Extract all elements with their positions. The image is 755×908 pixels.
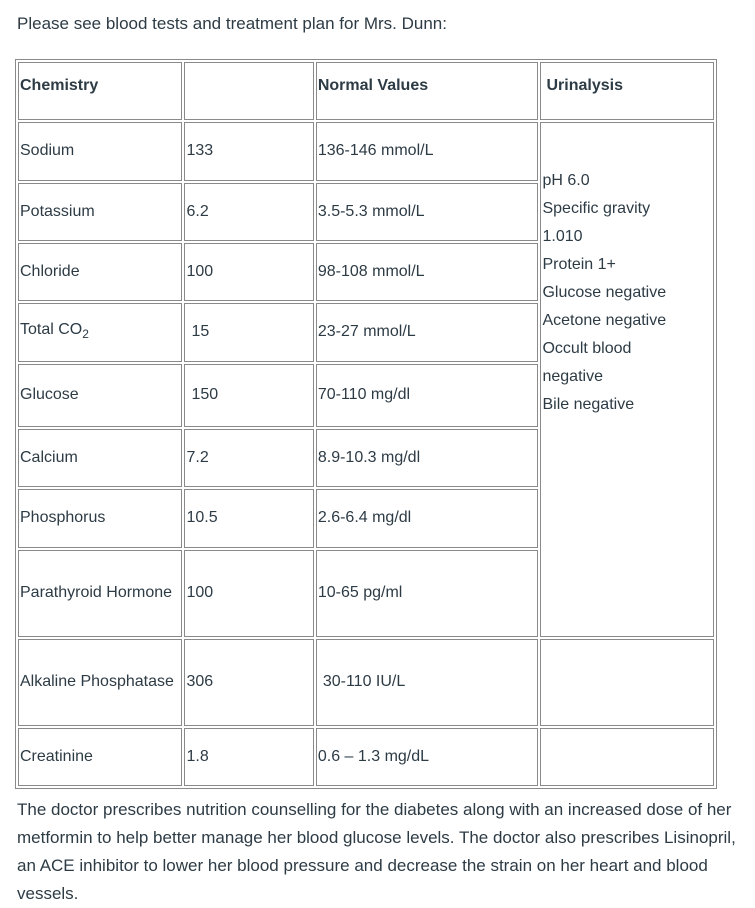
test-name: Potassium	[18, 183, 182, 241]
test-normal-range: 10-65 pg/ml	[316, 550, 539, 637]
test-name: Total $CO_2$	[18, 303, 182, 361]
table-row	[18, 122, 714, 180]
test-normal-range: 2.6-6.4 mg/dl	[316, 489, 539, 547]
header-normal-values: Normal Values	[316, 62, 539, 120]
urinalysis-empty-cell	[540, 728, 714, 786]
test-name: Sodium	[18, 122, 182, 180]
test-normal-range: 136-146 mmol/L	[316, 122, 539, 180]
test-normal-range: 0.6 – 1.3 mg/dL	[316, 728, 539, 786]
test-normal-range: 98-108 mmol/L	[316, 243, 539, 301]
urinalysis-line: pH 6.0	[542, 172, 590, 190]
test-name: Glucose	[18, 364, 182, 427]
urinalysis-line: 1.010	[542, 228, 583, 246]
test-value: 10.5	[184, 489, 313, 547]
test-value: 7.2	[184, 429, 313, 487]
urinalysis-line: Specific gravity	[542, 200, 651, 218]
test-value: 306	[184, 639, 313, 726]
test-value: 150	[184, 364, 313, 427]
test-normal-range: 30-110 IU/L	[316, 639, 539, 726]
urinalysis-results	[540, 122, 714, 636]
table-row	[18, 639, 714, 726]
urinalysis-line: Bile negative	[542, 396, 635, 414]
urinalysis-line: Acetone negative	[542, 312, 667, 330]
table-header-row	[18, 62, 714, 120]
test-name: Calcium	[18, 429, 182, 487]
table-row	[18, 728, 714, 786]
lab-results-table	[15, 59, 717, 789]
test-name: Creatinine	[18, 728, 182, 786]
test-normal-range: 23-27 mmol/L	[316, 303, 539, 361]
test-name: Parathyroid Hormone	[18, 550, 182, 637]
treatment-plan-text: The doctor prescribes nutrition counselling for the diabetes along with an increased dose of her metformin to help better manage her blood glucose levels. The doctor also prescribes Lisinopril, an ACE inhibitor to lower her blood pressure and decrease the strain on her heart and blood vessels.	[17, 800, 736, 903]
test-value: 15	[184, 303, 313, 361]
test-name: Chloride	[18, 243, 182, 301]
subscript: 2	[82, 327, 89, 342]
urinalysis-line: Protein 1+	[542, 256, 616, 274]
urinalysis-line: Occult blood	[542, 340, 632, 358]
test-value: 6.2	[184, 183, 313, 241]
test-value: 133	[184, 122, 313, 180]
test-normal-range: 8.9-10.3 mg/dl	[316, 429, 539, 487]
intro-text: Please see blood tests and treatment plan for Mrs. Dunn:	[17, 14, 447, 33]
test-normal-range: 70-110 mg/dl	[316, 364, 539, 427]
header-chemistry: Chemistry	[18, 62, 182, 120]
test-normal-range: 3.5-5.3 mmol/L	[316, 183, 539, 241]
header-urinalysis: Urinalysis	[540, 62, 714, 120]
test-value: 1.8	[184, 728, 313, 786]
test-value: 100	[184, 550, 313, 637]
header-result	[184, 62, 313, 120]
test-value: 100	[184, 243, 313, 301]
urinalysis-line: negative	[542, 368, 603, 386]
test-name: Alkaline Phosphatase	[18, 639, 182, 726]
urinalysis-empty-cell	[540, 639, 714, 726]
urinalysis-line: Glucose negative	[542, 284, 667, 302]
test-name: Phosphorus	[18, 489, 182, 547]
